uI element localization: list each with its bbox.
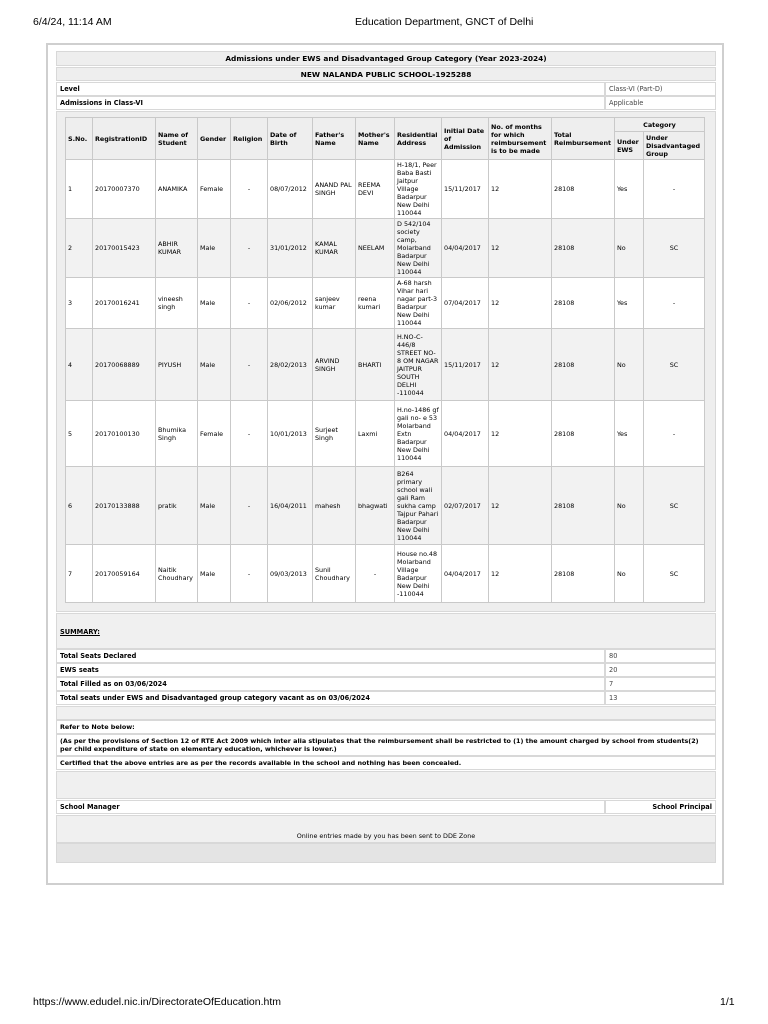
cell-religion: - [231,160,268,219]
col-dob: Date of Birth [268,118,313,160]
cell-address: H.no-1486 gf gali no- e 53 Molarband Extn Badarpur New Delhi 110044 [395,401,442,467]
table-row [66,160,705,219]
cell-address: House no.48 Molarband Village Badarpur New Delhi -110044 [395,545,442,603]
level-value: Class-VI (Part-D) [605,82,716,96]
col-registration-id: RegistrationID [93,118,156,160]
cell-father-name: KAMAL KUMAR [313,219,356,278]
cell-religion: - [231,278,268,329]
summary-list [56,649,716,705]
cell-father-name: Surjeet Singh [313,401,356,467]
cell-religion: - [231,545,268,603]
cell-months: 12 [489,278,552,329]
col-under-ews: Under EWS [615,132,644,160]
cell-mother-name: BHARTI [356,329,395,401]
cell-sno: 5 [66,401,93,467]
cell-dob: 28/02/2013 [268,329,313,401]
table-row [66,329,705,401]
cell-student-name: PIYUSH [156,329,198,401]
summary-value: 7 [605,677,716,691]
cell-under-ews: Yes [615,401,644,467]
blank-panel [56,771,716,799]
summary-row [56,649,716,663]
print-url: https://www.edudel.nic.in/DirectorateOfEducation.htm [33,996,282,1008]
cell-under-dg: SC [644,467,705,545]
cell-mother-name: reena kumari [356,278,395,329]
col-initial-date: Initial Date of Admission [442,118,489,160]
cell-months: 12 [489,545,552,603]
cell-sno: 7 [66,545,93,603]
cell-registration-id: 20170059164 [93,545,156,603]
cell-mother-name: NEELAM [356,219,395,278]
cell-initial-date: 15/11/2017 [442,329,489,401]
cell-mother-name: Laxmi [356,401,395,467]
note-provision: (As per the provisions of Section 12 of RTE Act 2009 which inter alia stipulates that the reimbursement shall be restricted to (1) the amount charged by school from students(2) per child expenditure of state on elementary education, whichever is lower.) [56,734,716,756]
table-row [66,467,705,545]
print-title: Education Department, GNCT of Delhi [355,16,534,28]
report-heading: Admissions under EWS and Disadvantaged Group Category (Year 2023-2024) [56,51,716,66]
report-frame [46,43,724,885]
cell-religion: - [231,219,268,278]
cell-initial-date: 04/04/2017 [442,219,489,278]
cell-months: 12 [489,401,552,467]
cell-mother-name: REEMA DEVI [356,160,395,219]
cell-mother-name: bhagwati [356,467,395,545]
dde-message: Online entries made by you has been sent to DDE Zone [56,815,716,843]
cell-sno: 3 [66,278,93,329]
cell-student-name: vineesh singh [156,278,198,329]
admissions-table [65,117,705,603]
summary-title: SUMMARY: [60,628,100,636]
cell-student-name: Naitik Choudhary [156,545,198,603]
col-religion: Religion [231,118,268,160]
cell-months: 12 [489,219,552,278]
summary-label: EWS seats [56,663,605,677]
cell-total-reimbursement: 28108 [552,160,615,219]
cell-initial-date: 04/04/2017 [442,545,489,603]
cell-gender: Male [198,219,231,278]
col-student-name: Name of Student [156,118,198,160]
cell-sno: 6 [66,467,93,545]
admissions-label: Admissions in Class-VI [56,96,605,110]
summary-value: 13 [605,691,716,705]
cell-address: B264 primary school wali gali Ram sukha camp Tajpur Pahari Badarpur New Delhi 110044 [395,467,442,545]
cell-initial-date: 02/07/2017 [442,467,489,545]
cell-father-name: Sunil Choudhary [313,545,356,603]
cell-under-dg: - [644,160,705,219]
cell-initial-date: 04/04/2017 [442,401,489,467]
cell-under-ews: No [615,545,644,603]
cell-religion: - [231,467,268,545]
cell-dob: 31/01/2012 [268,219,313,278]
table-row [66,545,705,603]
summary-row [56,691,716,705]
col-under-dg: Under Disadvantaged Group [644,132,705,160]
table-row [66,401,705,467]
cell-gender: Male [198,278,231,329]
admissions-panel [56,111,716,612]
cell-gender: Male [198,329,231,401]
col-father-name: Father's Name [313,118,356,160]
col-address: Residential Address [395,118,442,160]
cell-under-ews: Yes [615,278,644,329]
cell-initial-date: 07/04/2017 [442,278,489,329]
note-certified: Certified that the above entries are as per the records available in the school and nothing has been concealed. [56,756,716,770]
table-row [66,278,705,329]
admissions-row [56,96,716,110]
summary-value: 20 [605,663,716,677]
cell-months: 12 [489,467,552,545]
cell-father-name: mahesh [313,467,356,545]
cell-under-ews: No [615,219,644,278]
cell-sno: 1 [66,160,93,219]
cell-total-reimbursement: 28108 [552,401,615,467]
cell-registration-id: 20170068889 [93,329,156,401]
cell-registration-id: 20170133888 [93,467,156,545]
bottom-bar [56,843,716,863]
cell-dob: 16/04/2011 [268,467,313,545]
summary-row [56,663,716,677]
cell-under-dg: SC [644,219,705,278]
cell-student-name: Bhumika Singh [156,401,198,467]
cell-gender: Male [198,467,231,545]
level-row [56,82,716,96]
cell-student-name: pratik [156,467,198,545]
cell-dob: 10/01/2013 [268,401,313,467]
cell-father-name: ANAND PAL SINGH [313,160,356,219]
summary-label: Total Filled as on 03/06/2024 [56,677,605,691]
col-category: Category [615,118,705,132]
cell-registration-id: 20170015423 [93,219,156,278]
cell-address: D 542/104 society camp, Molarband Badarpur New Delhi 110044 [395,219,442,278]
cell-gender: Female [198,401,231,467]
cell-father-name: sanjeev kumar [313,278,356,329]
cell-under-ews: Yes [615,160,644,219]
signature-row [56,800,716,814]
cell-sno: 2 [66,219,93,278]
cell-gender: Female [198,160,231,219]
cell-under-dg: SC [644,329,705,401]
col-gender: Gender [198,118,231,160]
cell-months: 12 [489,329,552,401]
summary-label: Total seats under EWS and Disadvantaged group category vacant as on 03/06/2024 [56,691,605,705]
cell-address: H-18/1, Peer Baba Basti Jaitpur Village Badarpur New Delhi 110044 [395,160,442,219]
school-manager-label: School Manager [56,800,605,814]
cell-months: 12 [489,160,552,219]
col-sno: S.No. [66,118,93,160]
admissions-value: Applicable [605,96,716,110]
cell-registration-id: 20170007370 [93,160,156,219]
col-total-reimbursement: Total Reimbursement [552,118,615,160]
cell-total-reimbursement: 28108 [552,467,615,545]
cell-dob: 02/06/2012 [268,278,313,329]
note-refer: Refer to Note below: [56,720,716,734]
summary-label: Total Seats Declared [56,649,605,663]
cell-sno: 4 [66,329,93,401]
cell-under-dg: - [644,278,705,329]
cell-under-ews: No [615,329,644,401]
school-name: NEW NALANDA PUBLIC SCHOOL-1925288 [56,67,716,81]
summary-value: 80 [605,649,716,663]
cell-under-dg: SC [644,545,705,603]
cell-student-name: ABHIR KUMAR [156,219,198,278]
cell-dob: 08/07/2012 [268,160,313,219]
cell-address: H.NO-C-446/8 STREET NO-8 OM NAGAR JAITPUR SOUTH DELHI -110044 [395,329,442,401]
cell-dob: 09/03/2013 [268,545,313,603]
cell-under-ews: No [615,467,644,545]
school-principal-label: School Principal [605,800,716,814]
cell-registration-id: 20170016241 [93,278,156,329]
cell-religion: - [231,329,268,401]
summary-panel [56,613,716,649]
table-row [66,219,705,278]
cell-mother-name: - [356,545,395,603]
cell-address: A-68 harsh Vihar hari nagar part-3 Badarpur New Delhi 110044 [395,278,442,329]
col-months: No. of months for which reimbursement is to be made [489,118,552,160]
cell-total-reimbursement: 28108 [552,329,615,401]
cell-under-dg: - [644,401,705,467]
spacer-panel [56,706,716,720]
report-content [56,51,716,863]
col-mother-name: Mother's Name [356,118,395,160]
cell-total-reimbursement: 28108 [552,545,615,603]
cell-religion: - [231,401,268,467]
level-label: Level [56,82,605,96]
cell-initial-date: 15/11/2017 [442,160,489,219]
print-datetime: 6/4/24, 11:14 AM [33,16,112,28]
cell-gender: Male [198,545,231,603]
cell-total-reimbursement: 28108 [552,219,615,278]
cell-student-name: ANAMIKA [156,160,198,219]
cell-registration-id: 20170100130 [93,401,156,467]
print-page-number: 1/1 [720,996,735,1008]
cell-total-reimbursement: 28108 [552,278,615,329]
cell-father-name: ARVIND SINGH [313,329,356,401]
summary-row [56,677,716,691]
